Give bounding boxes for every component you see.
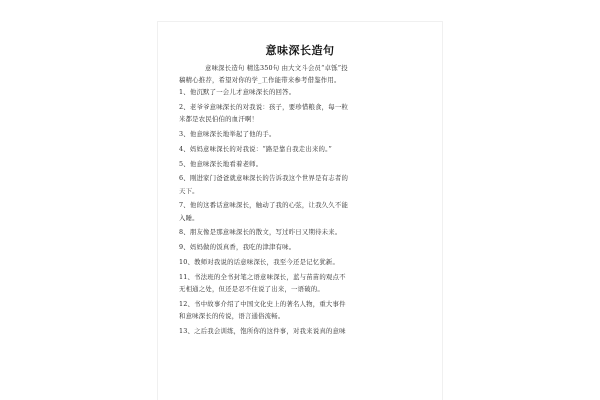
document-page <box>158 22 442 400</box>
sentence-line: 5、他意味深长地看着老师。 <box>179 159 263 168</box>
sentence-line: 1、他沉默了一会儿才意味深长的回答。 <box>179 88 296 97</box>
sentence-line: 10、教师对我说的话意味深长，我至今还是记忆犹新。 <box>179 257 340 266</box>
intro-line: 稿精心推荐，希望对你的学_工作能带来参考借鉴作用。 <box>179 76 341 85</box>
sentence-line: 2、老爷爷意味深长的对我说：孩子，要珍惜粮食，每一粒 <box>179 103 349 112</box>
sentence-line: 天下。 <box>179 186 199 195</box>
document-body <box>179 62 425 337</box>
sentence-line: 12、书中故事介绍了中国文化史上的著名人物，重大事件 <box>179 299 346 308</box>
sentence-line: 3、他意味深长地举起了他的手。 <box>179 130 276 139</box>
intro-line: 意味深长造句 精选350句 由大文斗会员“卓铄”投 <box>205 64 348 72</box>
document-title: 意味深长造句 <box>265 44 335 57</box>
sentence-line: 4、妈妈意味深长的对我说：“路是靠自我走出来的。” <box>179 144 332 153</box>
sentence-line: 米都是农民伯伯的血汗啊！ <box>179 115 259 124</box>
sentence-line: 7、他的这番话意味深长，触动了我的心弦，让我久久不能 <box>179 201 349 210</box>
sentence-line: 13、之后我会训练，饱所你的这件事，对我来说真的意味 <box>179 326 346 335</box>
sentence-line: 9、妈妈做的饭真香，我吃的津津有味。 <box>179 243 296 252</box>
sentence-line: 入睡。 <box>179 213 199 222</box>
sentence-line: 11、书法班的全书封笔之语意味深长，蓝与苗苗的观点不 <box>179 272 346 281</box>
sentence-line: 8、朋友像是那意味深长的散文，写过昨日又期待未来。 <box>179 228 342 237</box>
sentence-line: 无相通之处，但还是忍不住说了出来，一语破的。 <box>179 284 324 293</box>
sentence-line: 6、刚进家门爸爸就意味深长的告诉我这个世界是有志者的 <box>179 174 349 183</box>
sentence-line: 和意味深长的传说，语言通俗流畅。 <box>179 311 285 320</box>
